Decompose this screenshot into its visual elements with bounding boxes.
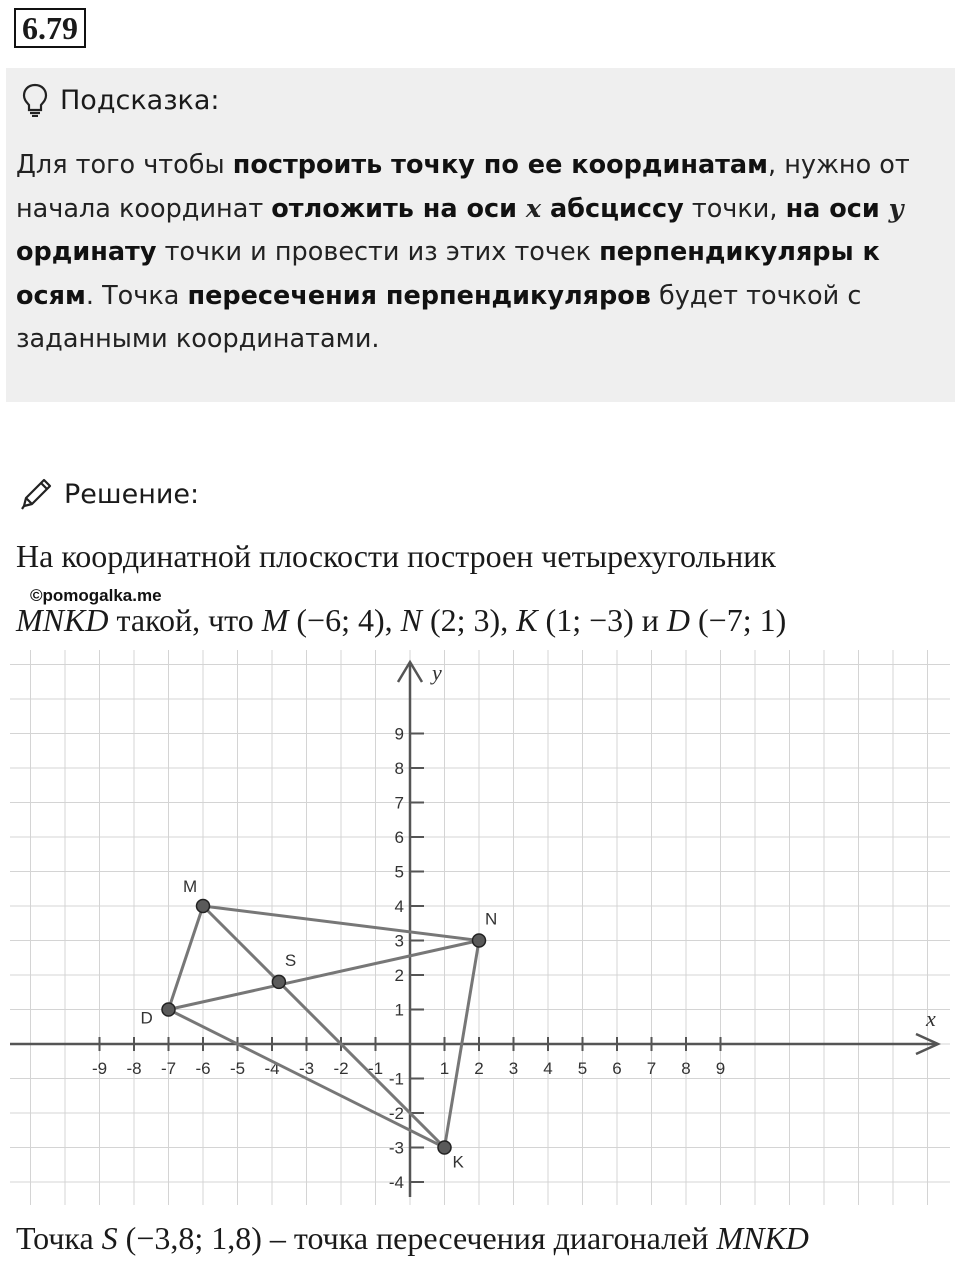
solution-title: Решение:	[64, 478, 200, 510]
x-tick-label: 9	[715, 1059, 726, 1078]
x-tick-label: -2	[333, 1059, 349, 1078]
y-tick-label: 4	[394, 897, 404, 916]
x-tick-label: 2	[474, 1059, 484, 1078]
watermark: ©pomogalka.me	[30, 586, 162, 605]
hint-text: Для того чтобы построить точку по ее координатам, нужно от начала координат отложить на оси x абсциссу точки, на оси y ординату точки и провести из этих точек перпендикуляры к осям. Точка пересечения перпендикуляров будет точкой с заданными координатами.	[16, 150, 910, 354]
y-tick-label: 9	[394, 724, 404, 744]
y-tick-label: 3	[394, 931, 404, 951]
y-tick-label: 7	[394, 793, 404, 813]
diagonal-mk	[203, 906, 445, 1148]
hint-title: Подсказка:	[60, 84, 220, 116]
y-tick-label: -4	[388, 1173, 404, 1192]
x-tick-label: -3	[298, 1059, 315, 1078]
pencil-icon	[18, 476, 54, 512]
coordinate-plane	[10, 650, 950, 1205]
y-tick-label: 8	[394, 759, 404, 778]
point-label-d: D	[140, 1008, 153, 1028]
x-tick-label: 4	[543, 1059, 553, 1078]
point-k	[438, 1141, 451, 1154]
x-tick-label: 7	[646, 1059, 657, 1078]
y-tick-label: -3	[388, 1138, 404, 1158]
y-tick-label: 5	[394, 862, 404, 882]
x-tick-label: -9	[91, 1059, 108, 1078]
x-tick-label: -4	[264, 1059, 280, 1078]
task-number: 6.79	[14, 8, 86, 48]
point-m	[197, 900, 210, 913]
hint-box	[6, 68, 955, 402]
y-tick-label: 6	[394, 828, 404, 847]
y-axis-label: y	[432, 660, 442, 685]
solution-line-2: MNKD такой, что M (−6; 4), N (2; 3), K (1; −3) и D (−7; 1)	[16, 602, 787, 638]
y-tick-label: -1	[388, 1069, 404, 1089]
x-tick-label: -1	[367, 1059, 384, 1078]
point-label-s: S	[284, 950, 297, 970]
x-tick-label: -7	[160, 1059, 177, 1078]
lightbulb-icon	[22, 83, 48, 117]
hint-heading	[22, 80, 220, 120]
solution-heading	[18, 472, 199, 516]
point-label-m: M	[183, 877, 198, 896]
point-s	[272, 975, 285, 988]
x-tick-label: 5	[577, 1059, 588, 1078]
solution-line-3: Точка S (−3,8; 1,8) – точка пересечения диагоналей MNKD	[16, 1220, 809, 1256]
point-label-n: N	[485, 909, 498, 929]
point-n	[473, 934, 486, 947]
x-tick-label: 6	[612, 1059, 622, 1078]
x-axis-label: x	[926, 1006, 936, 1031]
x-tick-label: 3	[508, 1059, 519, 1078]
x-tick-label: 8	[681, 1059, 691, 1078]
y-tick-label: 2	[394, 966, 404, 985]
x-tick-label: 1	[439, 1059, 450, 1078]
x-tick-label: -6	[195, 1059, 211, 1078]
x-tick-label: -8	[126, 1059, 142, 1078]
point-d	[162, 1003, 175, 1016]
point-label-k: K	[452, 1152, 464, 1172]
solution-line-1: На координатной плоскости построен четырехугольник	[16, 538, 776, 574]
x-tick-label: -5	[229, 1059, 246, 1078]
y-tick-label: -2	[388, 1104, 404, 1123]
y-tick-label: 1	[394, 1000, 404, 1020]
